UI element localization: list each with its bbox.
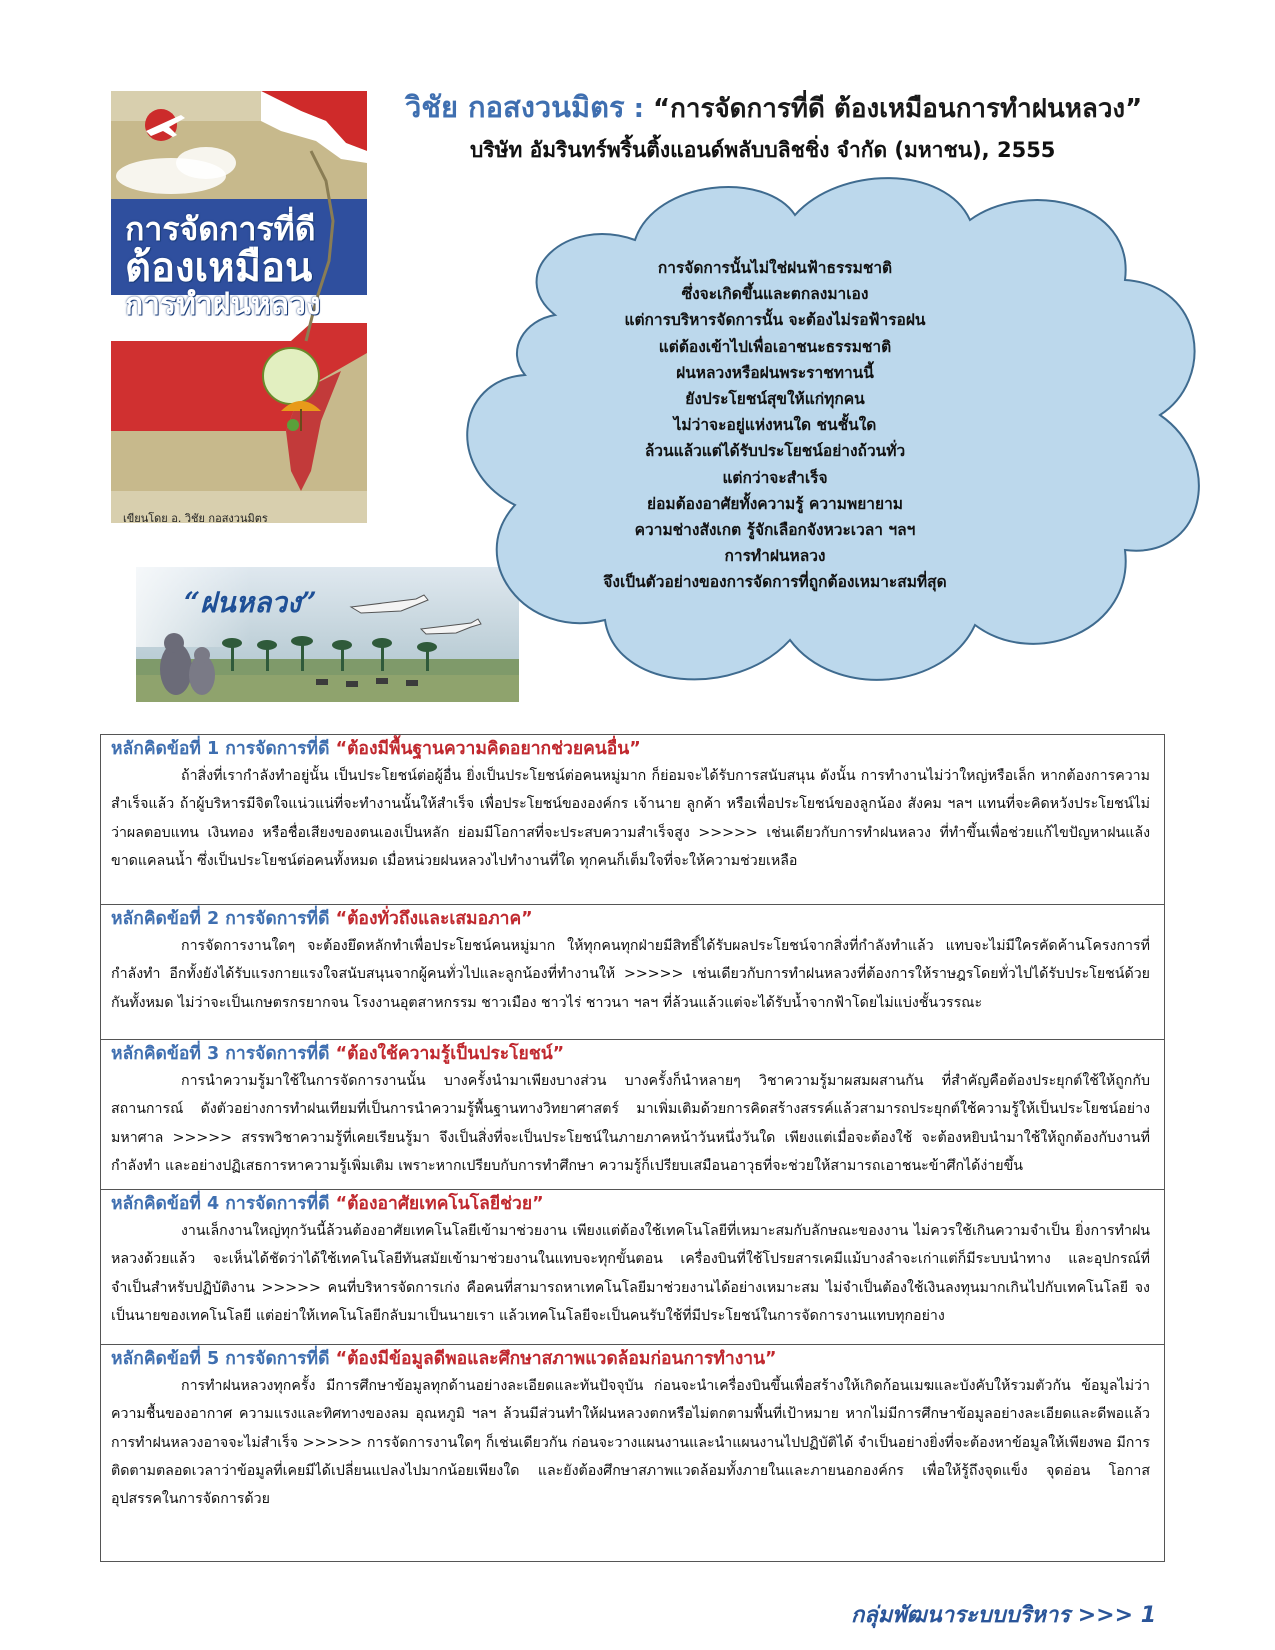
publisher-line: บริษัท อัมรินทร์พริ้นติ้งแอนด์พลับบลิชชิ่ง จำกัด (มหาชน), 2555 <box>470 138 1056 162</box>
cloud-line: ยังประโยชน์สุขให้แก่ทุกคน <box>685 390 865 409</box>
principle-quote: “ต้องมีพื้นฐานความคิดอยากช่วยคนอื่น” <box>335 739 641 759</box>
book-title: “การจัดการที่ดี ต้องเหมือนการทำฝนหลวง” <box>653 94 1143 124</box>
cloud-line: ย่อมต้องอาศัยทั้งความรู้ ความพยายาม <box>647 494 903 513</box>
principle-section-4 <box>101 1190 1164 1345</box>
cover-title-line-2: ต้องเหมือน <box>125 244 313 291</box>
principle-label: หลักคิดข้อที่ 2 การจัดการที่ดี <box>111 909 336 929</box>
principle-quote: “ต้องใช้ความรู้เป็นประโยชน์” <box>335 1044 565 1064</box>
cloud-line: การทำฝนหลวง <box>724 547 826 566</box>
cloud-line: ซึ่งจะเกิดขึ้นและตกลงมาเอง <box>681 285 869 304</box>
principle-heading <box>111 907 1150 932</box>
cloud-line: ล้วนแล้วแต่ได้รับประโยชน์อย่างถ้วนทั่ว <box>644 442 906 461</box>
principle-body: การจัดการงานใดๆ จะต้องยึดหลักทำเพื่อประโยชน์คนหมู่มาก ให้ทุกคนทุกฝ่ายมีสิทธิ์ได้รับผลประโยชน์จากสิ่งที่กำลังทำแล้ว แทบจะไม่มีใครคัดค้านโครงการที่กำลังทำ อีกทั้งยังได้รับแรงกายแรงใจสนับสนุนจากผู้คนทั่วไปและลูกน้องที่ทำงานให้ >>>>> เช่นเดียวกับการทำฝนหลวงที่ต้องการให้ราษฎรโดยทั่วไปได้รับประโยชน์ด้วยกันทั้งหมด ไม่ว่าจะเป็นเกษตรกรยากจน โรงงานอุตสาหกรรม ชาวเมือง ชาวไร่ ชาวนา ฯลฯ ที่ล้วนแล้วแต่จะได้รับน้ำจากฟ้าโดยไม่แบ่งชั้นวรรณะ <box>111 938 1150 1011</box>
cloud-line: แต่การบริหารจัดการนั้น จะต้องไม่รอฟ้ารอฝน <box>624 311 926 330</box>
principle-heading <box>111 737 1150 762</box>
cover-author: เขียนโดย อ. วิชัย กอสงวนมิตร <box>123 512 268 523</box>
book-cover-image <box>111 91 367 523</box>
cover-title-line-3: การทำฝนหลวง <box>125 286 321 322</box>
principle-heading <box>111 1347 1150 1372</box>
principle-body: การนำความรู้มาใช้ในการจัดการงานนั้น บางครั้งนำมาเพียงบางส่วน บางครั้งก็นำหลายๆ วิชาความรู้มาผสมผสานกัน ที่สำคัญคือต้องประยุกต์ใช้ให้ถูกกับสถานการณ์ ดังตัวอย่างการทำฝนเทียมที่เป็นการนำความรู้พื้นฐานทางวิทยาศาสตร์ มาเพิ่มเติมด้วยการคิดสร้างสรรค์แล้วสามารถประยุกต์ใช้ความรู้ให้เป็นประโยชน์อย่างมหาศาล >>>>> สรรพวิชาความรู้ที่เคยเรียนรู้มา จึงเป็นสิ่งที่จะเป็นประโยชน์ในภายภาคหน้าวันหนึ่งวันใด เพียงแต่เมื่อจะต้องใช้ จะต้องหยิบนำมาใช้ให้ถูกต้องกับงานที่กำลังทำ และอย่างปฏิเสธการหาความรู้เพิ่มเติม เพราะหากเปรียบกับการทำศึกษา ความรู้ก็เปรียบเสมือนอาวุธที่จะช่วยให้สามารถเอาชนะข้าศึกได้ง่ายขึ้น <box>111 1073 1150 1174</box>
banner-title: “ฝนหลวง” <box>184 586 317 619</box>
principle-label: หลักคิดข้อที่ 3 การจัดการที่ดี <box>111 1044 336 1064</box>
page-footer: กลุ่มพัฒนาระบบบริหาร >>> 1 <box>850 1603 1156 1628</box>
cloud-line: การจัดการนั้นไม่ใช่ฝนฟ้าธรรมชาติ <box>657 259 893 277</box>
cloud-line: ฝนหลวงหรือฝนพระราชทานนี้ <box>676 363 874 382</box>
cloud-line: แต่กว่าจะสำเร็จ <box>722 468 828 487</box>
principle-label: หลักคิดข้อที่ 1 การจัดการที่ดี <box>111 739 336 759</box>
book-title-line <box>405 84 1225 130</box>
principle-quote: “ต้องอาศัยเทคโนโลยีช่วย” <box>335 1194 544 1214</box>
principle-heading <box>111 1192 1150 1217</box>
principle-label: หลักคิดข้อที่ 5 การจัดการที่ดี <box>111 1349 336 1369</box>
cloud-text-block <box>525 255 1025 596</box>
principle-section-1 <box>101 735 1164 905</box>
principles-table <box>100 734 1165 1562</box>
principle-section-3 <box>101 1040 1164 1190</box>
cloud-line: ไม่ว่าจะอยู่แห่งหนใด ชนชั้นใด <box>673 416 877 435</box>
principle-label: หลักคิดข้อที่ 4 การจัดการที่ดี <box>111 1194 336 1214</box>
author-name: วิชัย กอสงวนมิตร <box>405 90 625 124</box>
principle-section-2 <box>101 905 1164 1040</box>
principle-quote: “ต้องทั่วถึงและเสมอภาค” <box>335 909 533 929</box>
principle-heading <box>111 1042 1150 1067</box>
principle-body: งานเล็กงานใหญ่ทุกวันนี้ล้วนต้องอาศัยเทคโนโลยีเข้ามาช่วยงาน เพียงแต่ต้องใช้เทคโนโลยีที่เหมาะสมกับลักษณะของงาน ไม่ควรใช้เกินความจำเป็น ยิ่งการทำฝนหลวงด้วยแล้ว จะเห็นได้ชัดว่าได้ใช้เทคโนโลยีทันสมัยเข้ามาช่วยงานในแทบจะทุกขั้นตอน เครื่องบินที่ใช้โปรยสารเคมีแม้บางลำจะเก่าแต่ก็มีระบบนำทาง และอุปกรณ์ที่จำเป็นสำหรับปฏิบัติงาน >>>>> คนที่บริหารจัดการเก่ง คือคนที่สามารถหาเทคโนโลยีมาช่วยงานได้อย่างเหมาะสม ไม่จำเป็นต้องใช้เงินลงทุนมากเกินไปกับเทคโนโลยี จงเป็นนายของเทคโนโลยี แต่อย่าให้เทคโนโลยีกลับมาเป็นนายเรา แล้วเทคโนโลยีจะเป็นคนรับใช้ที่มีประโยชน์ในการจัดการงานแทบทุกอย่าง <box>111 1223 1150 1324</box>
principle-section-5 <box>101 1345 1164 1561</box>
principle-quote: “ต้องมีข้อมูลดีพอและศึกษาสภาพแวดล้อมก่อนการทำงาน” <box>335 1349 777 1369</box>
cover-title <box>125 210 355 322</box>
cloud-line: แต่ต้องเข้าไปเพื่อเอาชนะธรรมชาติ <box>658 337 892 356</box>
title-separator: : <box>624 94 654 124</box>
cover-title-line-1: การจัดการที่ดี <box>125 210 316 248</box>
principle-body: ถ้าสิ่งที่เรากำลังทำอยู่นั้น เป็นประโยชน์ต่อผู้อื่น ยิ่งเป็นประโยชน์ต่อคนหมู่มาก ก็ย่อมจะได้รับการสนับสนุน ดังนั้น การทำงานไม่ว่าใหญ่หรือเล็ก หากต้องการความสำเร็จแล้ว ถ้าผู้บริหารมีจิตใจแน่วแน่ที่จะทำงานนั้นให้สำเร็จ เพื่อประโยชน์ขององค์กร เจ้านาย ลูกค้า หรือเพื่อประโยชน์ของลูกน้อง สังคม ฯลฯ แทนที่จะคิดหวังประโยชน์ไม่ว่าผลตอบแทน เงินทอง หรือชื่อเสียงของตนเองเป็นหลัก ย่อมมีโอกาสที่จะประสบความสำเร็จสูง >>>>> เช่นเดียวกับการทำฝนหลวง ที่ทำขึ้นเพื่อช่วยแก้ไขปัญหาฝนแล้ง ขาดแคลนน้ำ ซึ่งเป็นประโยชน์ต่อคนทั้งหมด เมื่อหน่วยฝนหลวงไปทำงานที่ใด ทุกคนก็เต็มใจที่จะให้ความช่วยเหลือ <box>111 768 1150 869</box>
cloud-line: จึงเป็นตัวอย่างของการจัดการที่ถูกต้องเหมาะสมที่สุด <box>603 573 947 592</box>
cloud-line: ความช่างสังเกต รู้จักเลือกจังหวะเวลา ฯลฯ <box>634 521 916 540</box>
principle-body: การทำฝนหลวงทุกครั้ง มีการศึกษาข้อมูลทุกด้านอย่างละเอียดและทันปัจจุบัน ก่อนจะนำเครื่องบินขึ้นเพื่อสร้างให้เกิดก้อนเมฆและบังคับให้รวมตัวกัน ข้อมูลไม่ว่าความชื้นของอากาศ ความแรงและทิศทางของลม อุณหภูมิ ฯลฯ ล้วนมีส่วนทำให้ฝนหลวงตกหรือไม่ตกตามพื้นที่เป้าหมาย หากไม่มีการศึกษาข้อมูลอย่างละเอียดและดีพอแล้วการทำฝนหลวงอาจจะไม่สำเร็จ >>>>> การจัดการงานใดๆ ก็เช่นเดียวกัน ก่อนจะวางแผนงานและนำแผนงานไปปฏิบัติได้ จำเป็นอย่างยิ่งที่จะต้องหาข้อมูลให้เพียงพอ มีการติดตามตลอดเวลาว่าข้อมูลที่เคยมีได้เปลี่ยนแปลงไปมากน้อยเพียงใด และยังต้องศึกษาสภาพแวดล้อมทั้งภายในและภายนอกองค์กร เพื่อให้รู้ถึงจุดแข็ง จุดอ่อน โอกาส อุปสรรคในการจัดการด้วย <box>111 1378 1150 1508</box>
